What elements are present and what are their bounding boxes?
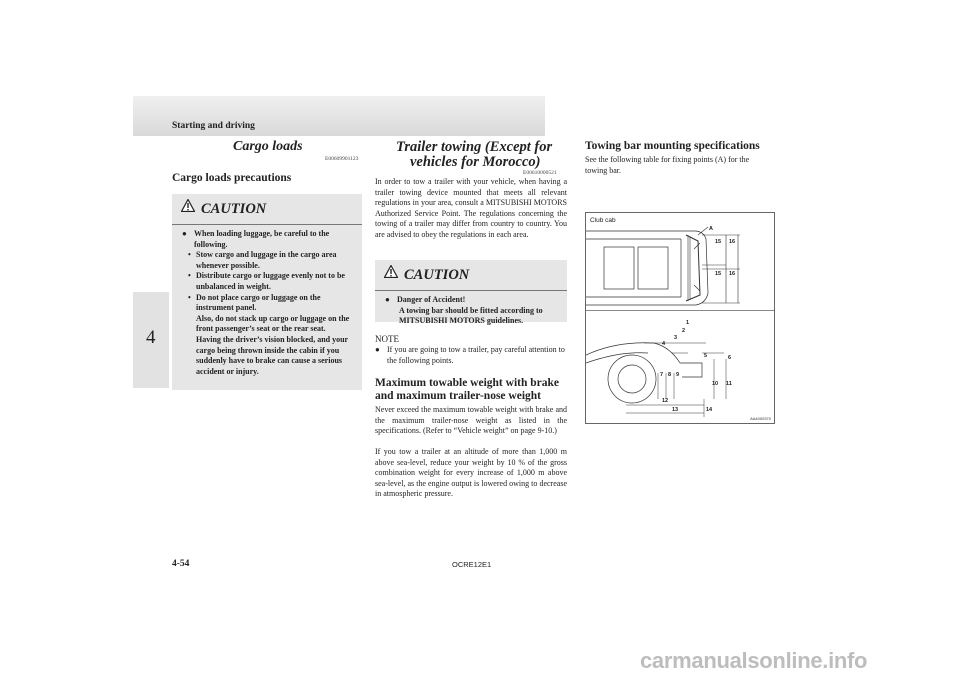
- cargo-subheading: Cargo loads precautions: [172, 172, 292, 184]
- label-6: 6: [728, 355, 732, 361]
- label-10: 10: [712, 381, 719, 387]
- label-1: 1: [686, 320, 690, 326]
- towing-bar-diagram: [586, 213, 774, 423]
- doc-code: OCRE12E1: [452, 560, 492, 569]
- label-12: 12: [662, 398, 669, 404]
- list-item-continuation: Also, do not stack up cargo or luggage on the front passenger’s seat or the rear seat.: [196, 313, 350, 334]
- list-item-continuation: Having the driver’s vision blocked, and your cargo being thrown inside the cabin if you suddenly have to brake can cause a serious accident or injury.: [196, 334, 348, 376]
- trailer-intro: In order to tow a trailer with your vehicle, when having a trailer towing device mounted that meets all relevant regulations in your area, consult a MITSUBISHI MOTORS Authorized Service Point. The regulations concerning the towing of a trailer may differ from country to country. You are advised to obey the regulations in each area.: [375, 177, 567, 239]
- caution-header: [375, 260, 567, 291]
- label-8: 8: [668, 372, 672, 378]
- note-item: [375, 345, 570, 366]
- caution-title: Danger of Accident!: [397, 295, 466, 304]
- label-13: 13: [672, 407, 679, 413]
- figure-code: AA4000370: [750, 416, 771, 421]
- towing-bar-figure: [585, 212, 775, 424]
- caution-header: [172, 194, 362, 225]
- label-5: 5: [704, 353, 708, 359]
- label-16-top: 16: [729, 239, 736, 245]
- caution-text: A towing bar should be fitted according to MITSUBISHI MOTORS guidelines.: [399, 305, 543, 326]
- trailer-code: E00610000521: [523, 170, 557, 176]
- note-label: NOTE: [375, 334, 399, 344]
- label-9: 9: [676, 372, 680, 378]
- label-3: 3: [674, 335, 678, 341]
- trailer-heading-line2: vehicles for Morocco): [410, 154, 541, 170]
- towing-bar-heading: Towing bar mounting specifications: [585, 140, 760, 152]
- bullet-icon: ●: [375, 345, 380, 354]
- bullet-icon: ●: [182, 229, 187, 238]
- label-11: 11: [726, 381, 732, 387]
- cargo-code: E00609901123: [325, 156, 359, 162]
- list-item: • Do not place cargo or luggage on the instrument panel.: [188, 292, 321, 313]
- caution-label: CAUTION: [201, 201, 267, 217]
- chapter-tab-number: 4: [146, 327, 156, 348]
- caution-bullet: [385, 295, 561, 306]
- trailer-caution-box: [375, 260, 567, 326]
- caution-intro: When loading luggage, be careful to the following.: [194, 229, 330, 249]
- caution-body: [375, 291, 567, 331]
- warning-icon: [384, 265, 398, 278]
- list-item: • Stow cargo and luggage in the cargo area whenever possible.: [188, 250, 337, 270]
- section-title: Starting and driving: [172, 121, 255, 131]
- max-weight-text1: Never exceed the maximum towable weight with brake and the maximum trailer-nose weight as listed in the specifications. (Refer to “Vehicle weight” on page 9-10.): [375, 405, 567, 436]
- list-item: • Distribute cargo or luggage evenly not to be unbalanced in weight.: [188, 271, 345, 291]
- caution-bullet: [182, 229, 356, 250]
- cargo-caution-box: [172, 194, 362, 390]
- caution-label: CAUTION: [404, 267, 470, 283]
- caution-body: [172, 225, 362, 381]
- warning-icon: [181, 199, 195, 212]
- label-14: 14: [706, 407, 713, 413]
- cargo-heading: Cargo loads: [233, 139, 303, 154]
- label-15-top: 15: [715, 239, 722, 245]
- bullet-icon: ●: [385, 295, 390, 304]
- label-15-bottom: 15: [715, 271, 722, 277]
- label-16-bottom: 16: [729, 271, 736, 277]
- label-7: 7: [660, 372, 664, 378]
- max-weight-heading-line1: Maximum towable weight with brake: [375, 377, 559, 389]
- watermark: carmanualsonline.info: [640, 648, 868, 673]
- max-weight-text2: If you tow a trailer at an altitude of more than 1,000 m above sea-level, reduce your weight by 10 % of the gross combination weight for every increase of 1,000 m above sea-level, as the engine output is lowered owing to decrease in atmospheric pressure.: [375, 447, 567, 499]
- towing-bar-text: See the following table for fixing points (A) for the towing bar.: [585, 155, 750, 175]
- label-2: 2: [682, 328, 686, 334]
- page-number: 4-54: [172, 559, 190, 569]
- label-a: A: [709, 226, 713, 232]
- trailer-heading-line1: Trailer towing (Except for: [396, 139, 553, 155]
- figure-caption: Club cab: [590, 217, 616, 224]
- label-4: 4: [662, 341, 666, 347]
- max-weight-heading-line2: and maximum trailer-nose weight: [375, 390, 541, 402]
- note-text: If you are going to tow a trailer, pay careful attention to the following points.: [387, 345, 565, 365]
